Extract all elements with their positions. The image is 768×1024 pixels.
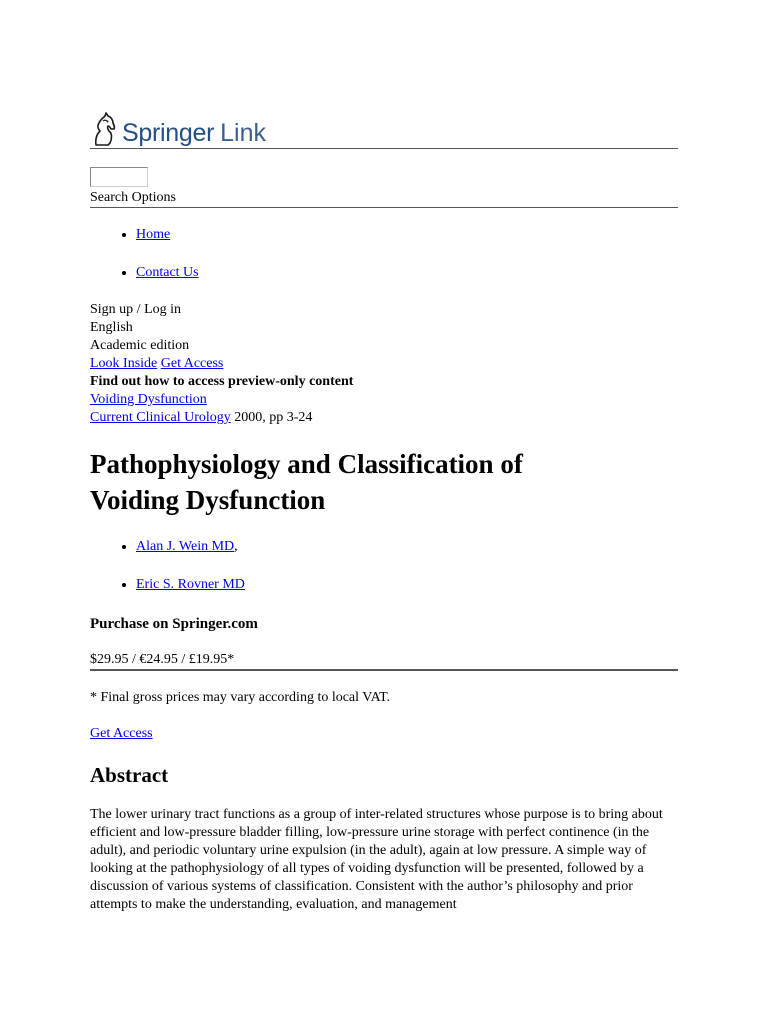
book-title-row bbox=[90, 391, 678, 409]
home-link[interactable]: Home bbox=[136, 227, 171, 242]
nav-item-contact bbox=[136, 264, 678, 282]
main-nav bbox=[90, 226, 678, 282]
signup-login-link[interactable]: Sign up / Log in bbox=[90, 302, 182, 317]
book-title-link[interactable]: Voiding Dysfunction bbox=[90, 392, 207, 407]
account-block bbox=[90, 301, 678, 427]
preview-note[interactable]: Find out how to access preview-only content bbox=[90, 374, 354, 389]
author-link[interactable]: Alan J. Wein MD bbox=[136, 539, 235, 554]
logo-link-text: Link bbox=[220, 119, 266, 147]
vat-note: * Final gross prices may vary according to local VAT. bbox=[90, 690, 391, 705]
series-row bbox=[90, 409, 678, 427]
get-access-link[interactable]: Get Access bbox=[90, 726, 153, 741]
author-item bbox=[136, 576, 678, 594]
year-pages: 2000, pp 3-24 bbox=[230, 410, 313, 425]
series-link[interactable]: Current Clinical Urology bbox=[90, 410, 231, 425]
search-input[interactable] bbox=[90, 167, 148, 187]
price-divider bbox=[90, 669, 678, 671]
nav-item-home bbox=[136, 226, 678, 244]
edition-label: Academic edition bbox=[90, 338, 190, 353]
search-options-label[interactable]: Search Options bbox=[90, 190, 176, 205]
contact-us-link[interactable]: Contact Us bbox=[136, 265, 199, 280]
springer-horse-icon bbox=[90, 112, 118, 148]
price-text: $29.95 / €24.95 / £19.95* bbox=[90, 652, 235, 667]
author-separator: , bbox=[234, 539, 238, 554]
language-selector[interactable]: English bbox=[90, 320, 133, 335]
abstract-text: The lower urinary tract functions as a group of inter-related structures whose purpose is to bring about efficient and low-pressure bladder filling, low-pressure urine storage with perfect continence (in the adult), and periodic voluntary urine expulsion (in the adult), again at low pressure. A simple way of looking at the pathophysiology of all types of voiding dysfunction will be presented, followed by a discussion of various systems of classification. Consistent with the author’s philosophy and prior attempts to make the understanding, evaluation, and management bbox=[90, 807, 663, 912]
purchase-heading: Purchase on Springer.com bbox=[90, 616, 258, 632]
header-divider bbox=[90, 148, 678, 149]
author-link[interactable]: Eric S. Rovner MD bbox=[136, 577, 245, 592]
look-inside-link[interactable]: Look Inside bbox=[90, 356, 158, 371]
springer-link-logo[interactable] bbox=[90, 108, 678, 148]
get-access-link-top[interactable]: Get Access bbox=[160, 356, 224, 371]
page-title: Pathophysiology and Classification of Voiding Dysfunction bbox=[90, 449, 523, 515]
author-item bbox=[136, 538, 678, 556]
authors-list bbox=[90, 538, 678, 594]
search-divider bbox=[90, 207, 678, 208]
page-content bbox=[90, 0, 678, 914]
abstract-heading: Abstract bbox=[90, 763, 169, 787]
logo-springer-text: Springer bbox=[122, 119, 215, 147]
access-links bbox=[90, 355, 678, 373]
